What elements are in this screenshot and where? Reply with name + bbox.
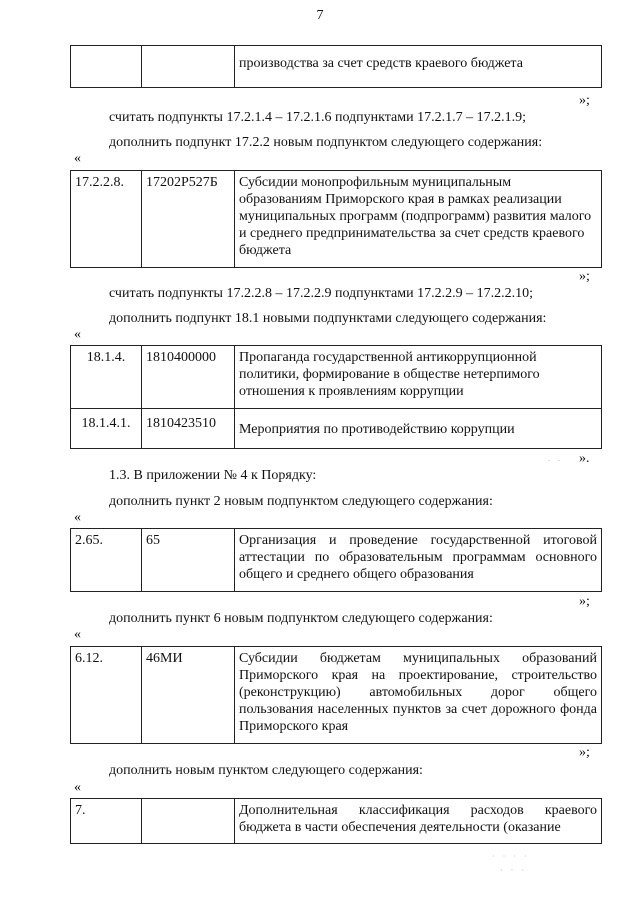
point-number-cell: 2.65. xyxy=(71,529,142,592)
paragraph: дополнить подпункт 18.1 новыми подпунктами следующего содержания: xyxy=(109,311,547,326)
paragraph: считать подпункты 17.2.2.8 – 17.2.2.9 подпунктами 17.2.2.9 – 17.2.2.10; xyxy=(109,286,534,301)
closing-quote: »; xyxy=(579,93,590,108)
opening-quote: « xyxy=(74,151,81,166)
description-cell: Организация и проведение государственной итоговой аттестации по образовательным программам основного общего и среднего общего образования xyxy=(235,529,602,592)
table-row xyxy=(71,647,602,744)
closing-quote: »; xyxy=(579,269,590,284)
table-row xyxy=(71,409,602,449)
code-cell: 65 xyxy=(142,529,235,592)
table-row xyxy=(71,346,602,409)
code-cell xyxy=(142,46,235,88)
opening-quote: « xyxy=(74,780,81,795)
code-cell xyxy=(142,799,235,844)
code-cell xyxy=(71,46,142,88)
closing-quote: ». xyxy=(579,451,590,466)
point-number-cell: 7. xyxy=(71,799,142,844)
point-number-cell: 18.1.4. xyxy=(71,346,142,409)
opening-quote: « xyxy=(74,627,81,642)
description-cell: Дополнительная классификация расходов краевого бюджета в части обеспечения деятельности (оказание xyxy=(235,799,602,844)
page-number: 7 xyxy=(316,8,324,23)
paragraph: дополнить новым пунктом следующего содержания: xyxy=(109,763,423,778)
point-number-cell: 6.12. xyxy=(71,647,142,744)
description-cell: Субсидии монопрофильным муниципальным образованиям Приморского края в рамках реализации муниципальных программ (подпрограмм) развития малого и среднего предпринимательства за счет средств краевого бюджета xyxy=(235,171,602,268)
opening-quote: « xyxy=(74,510,81,525)
scan-artifact: · · · xyxy=(500,866,527,875)
section-heading: 1.3. В приложении № 4 к Порядку: xyxy=(109,468,317,483)
table-row xyxy=(71,46,602,88)
code-cell: 1810423510 xyxy=(142,409,235,449)
description-cell: Мероприятия по противодействию коррупции xyxy=(235,409,602,449)
table-6-12 xyxy=(70,646,602,744)
paragraph: дополнить подпункт 17.2.2 новым подпунктом следующего содержания: xyxy=(109,135,543,150)
scan-artifact: · · · · xyxy=(492,852,530,861)
table-17-2-2-8 xyxy=(70,170,602,268)
table-7 xyxy=(70,798,602,844)
table-18-1-4 xyxy=(70,345,602,449)
paragraph: дополнить пункт 6 новым подпунктом следующего содержания: xyxy=(109,611,493,626)
description-cell: Субсидии бюджетам муниципальных образований Приморского края на проектирование, строительство (реконструкцию) автомобильных дорог общего пользования населенных пунктов за счет дорожного фонда Приморского края xyxy=(235,647,602,744)
closing-quote: »; xyxy=(579,594,590,609)
table-continuation xyxy=(70,45,602,88)
table-2-65 xyxy=(70,528,602,592)
table-row xyxy=(71,529,602,592)
description-cell: Пропаганда государственной антикоррупционной политики, формирование в обществе нетерпимого отношения к проявлениям коррупции xyxy=(235,346,602,409)
dot-separator: . . xyxy=(548,454,563,463)
point-number-cell: 17.2.2.8. xyxy=(71,171,142,268)
opening-quote: « xyxy=(74,327,81,342)
closing-quote: »; xyxy=(579,745,590,760)
description-cell: производства за счет средств краевого бюджета xyxy=(235,46,602,88)
paragraph: считать подпункты 17.2.1.4 – 17.2.1.6 подпунктами 17.2.1.7 – 17.2.1.9; xyxy=(109,110,527,125)
point-number-cell: 18.1.4.1. xyxy=(71,409,142,449)
code-cell: 1810400000 xyxy=(142,346,235,409)
code-cell: 17202Р527Б xyxy=(142,171,235,268)
table-row xyxy=(71,799,602,844)
table-row xyxy=(71,171,602,268)
code-cell: 46МИ xyxy=(142,647,235,744)
paragraph: дополнить пункт 2 новым подпунктом следующего содержания: xyxy=(109,494,493,509)
